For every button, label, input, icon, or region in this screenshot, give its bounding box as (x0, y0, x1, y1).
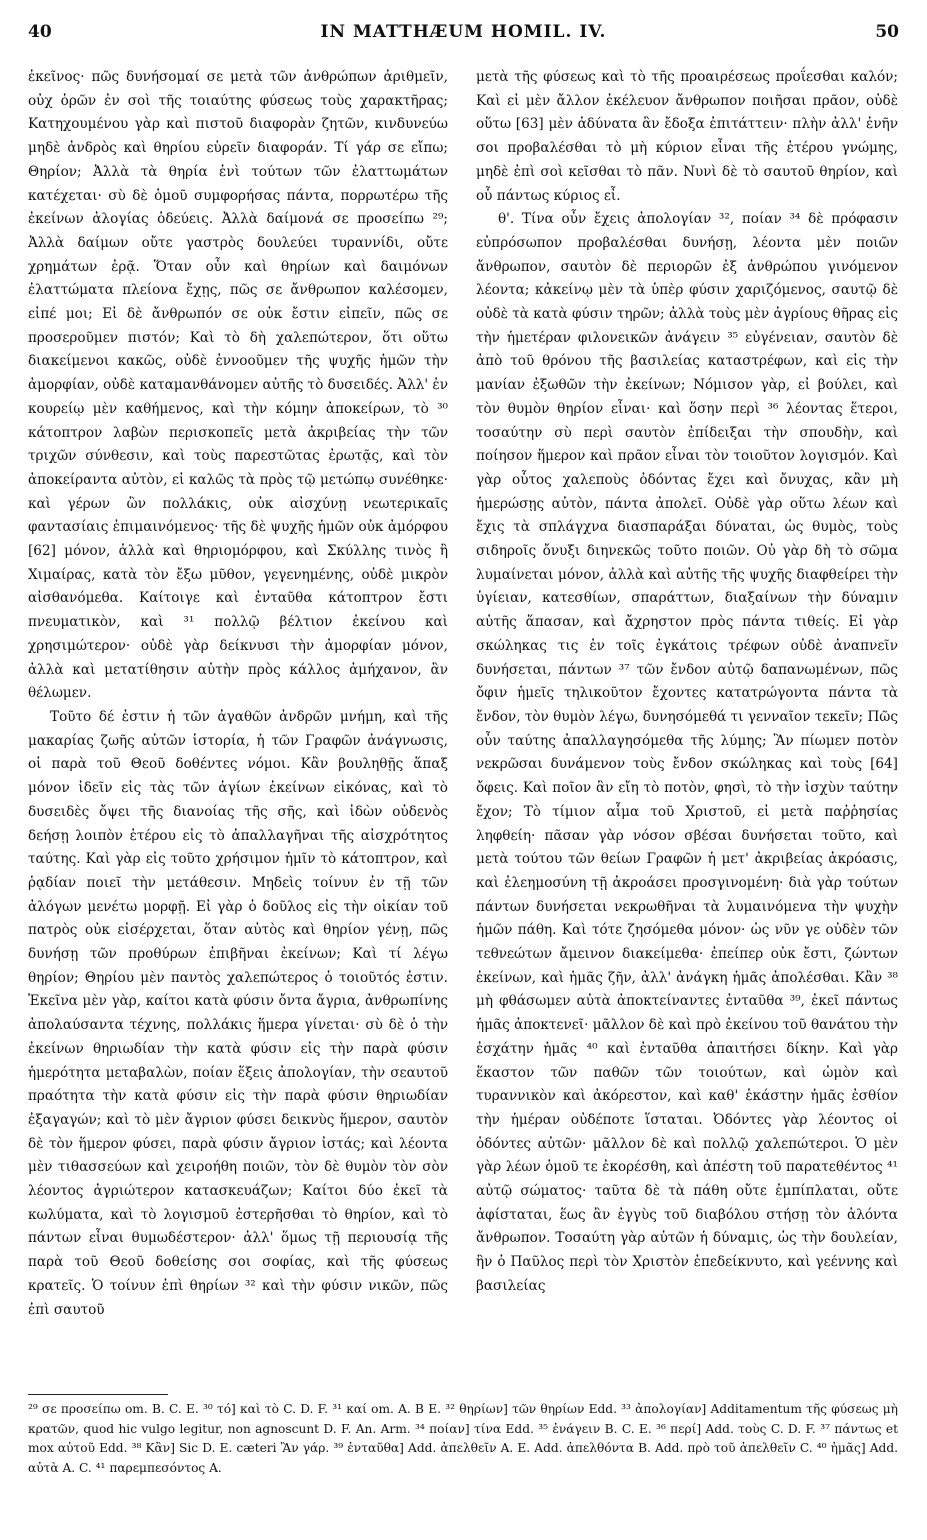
page-number-right: 50 (875, 22, 899, 42)
left-column (28, 66, 448, 1388)
paragraph: θ'. Τίνα οὖν ἔχεις ἀπολογίαν ³², ποίαν ³⁴ δὲ πρόφασιν εὐπρόσωπον προβαλέσθαι δυνήσῃ, λέοντα μὲν ποιῶν ἄνθρωπον, σαυτὸν δὲ περιορῶν ἐξ ἀνθρώπου γινόμενον λέοντα; κἀκείνῳ μὲν τὰ ὑπὲρ φύσιν χαριζόμενος, σαυτῷ δὲ οὐδὲ τὰ κατὰ φύσιν τηρῶν; ἀλλὰ τοὺς μὲν ἀγρίους θῆρας εἰς τὴν ἡμετέραν φιλονεικῶν ἀνάγειν ³⁵ εὐγένειαν, σαυτὸν δὲ ἀπὸ τοῦ θρόνου τῆς βασιλείας καταστρέφων, καὶ εἰς τὴν μανίαν ἐξωθῶν τὴν ἐκείνων; Νόμισον γὰρ, εἰ βούλει, καὶ τὸν θυμὸν θηρίον εἶναι· καὶ ὅσην περὶ ³⁶ λέοντας ἕτεροι, τοσαύτην σὺ περὶ σαυτὸν ἐπίδειξαι τὴν σπουδὴν, καὶ ποίησον ἥμερον καὶ πρᾶον εἶναι τὸν τοιοῦτον λογισμόν. Καὶ γὰρ οὗτος χαλεποὺς ὀδόντας ἔχει καὶ ὄνυχας, κἂν μὴ ἡμερώσῃς αὐτὸν, πάντα ἀπολεῖ. Οὐδὲ γὰρ οὕτω λέων καὶ ἔχις τὰ σπλάγχνα διασπαράξαι δύναται, ὡς θυμὸς, τοὺς σιδηροῖς ὄνυξι διηνεκῶς τοῦτο ποιῶν. Οὐ γὰρ δὴ τὸ σῶμα λυμαίνεται μόνον, ἀλλὰ καὶ αὐτῆς τῆς ψυχῆς διαφθείρει τὴν ὑγίειαν, κατεσθίων, σπαράττων, διαξαίνων τὴν δύναμιν αὐτῆς ἅπασαν, καὶ ἄχρηστον πρὸς πάντα τιθείς. Εἰ γὰρ σκώληκας τις ἐν τοῖς ἐγκάτοις τρέφων οὐδὲ ἀναπνεῖν δυνήσεται, πάντων ³⁷ τῶν ἔνδον αὐτῷ δαπανωμένων, πῶς ὄφιν ἡμεῖς τηλικοῦτον ἔχοντες κατατρώγοντα πάντα τὰ ἔνδον, τὸν θυμὸν λέγω, δυνησόμεθά τι γενναῖον τεκεῖν; Πῶς οὖν ταύτης ἀπαλλαγησόμεθα τῆς λύμης; Ἂν πίωμεν ποτὸν νεκρῶσαι δυνάμενον τοὺς ἔνδον σκώληκας καὶ τοὺς [64] ὄφεις. Καὶ ποῖον ἂν εἴη τὸ ποτὸν, φησὶ, τὸ τὴν ἰσχὺν ταύτην ἔχον; Τὸ τίμιον αἷμα τοῦ Χριστοῦ, εἰ μετὰ παῤῥησίας ληφθείη· πᾶσαν γὰρ νόσον σβέσαι δυνήσεται τοῦτο, καὶ μετὰ τούτου τῶν θείων Γραφῶν ἡ μετ' ἀκριβείας ἀκρόασις, καὶ ἐλεημοσύνη τῇ ἀκροάσει προσγινομένη· διὰ γὰρ τούτων πάντων δυνήσεται νεκρωθῆναι τὰ λυμαινόμενα τὴν ψυχὴν ἡμῶν πάθη. Καὶ τότε ζησόμεθα μόνον· ὡς νῦν γε οὐδὲν τῶν τεθνεώτων ἄμεινον διακείμεθα· ἐπείπερ οὐκ ἔστι, ζώντων ἐκείνων, καὶ ἡμᾶς ζῆν, ἀλλ' ἀνάγκη ἡμᾶς ἀπολέσθαι. Κἂν ³⁸ μὴ φθάσωμεν αὐτὰ ἀποκτείναντες ἐνταῦθα ³⁹, ἐκεῖ πάντως ἡμᾶς ἀποκτενεῖ· μᾶλλον δὲ καὶ πρὸ ἐκείνου τοῦ θανάτου τὴν ἐσχάτην ἡμᾶς ⁴⁰ καὶ ἐνταῦθα ἀπαιτήσει δίκην. Καὶ γὰρ ἕκαστον τῶν παθῶν τῶν τοιούτων, καὶ ὠμὸν καὶ τυραννικὸν καὶ ἀκόρεστον, καὶ καθ' ἑκάστην ἡμᾶς ἐσθίον τὴν ἡμέραν οὐδέποτε ἵσταται. Ὀδόντες γὰρ λέοντος οἱ ὀδόντες αὐτῶν· μᾶλλον δὲ καὶ πολλῷ χαλεπώτεροι. Ὁ μὲν γὰρ λέων ὁμοῦ τε ἐκορέσθη, καὶ ἀπέστη τοῦ παρατεθέντος ⁴¹ αὐτῷ σώματος· ταῦτα δὲ τὰ πάθη οὔτε ἐμπίπλαται, οὔτε ἀφίσταται, ἕως ἂν ἐγγὺς τοῦ διαβόλου στήσῃ τὸν ἁλόντα ἄνθρωπον. Τοσαύτη γὰρ αὐτῶν ἡ δύναμις, ὡς τὴν δουλείαν, ἣν ὁ Παῦλος περὶ τὸν Χριστὸν ἐπεδείκνυτο, καὶ γεέννης καὶ βασιλείας (476, 211, 898, 1294)
paragraph: Τοῦτο δέ ἐστιν ἡ τῶν ἀγαθῶν ἀνδρῶν μνήμη, καὶ τῆς μακαρίας ζωῆς αὐτῶν ἱστορία, ἡ τῶν Γραφῶν ἀνάγνωσις, οἱ παρὰ τοῦ Θεοῦ δοθέντες νόμοι. Κἂν βουληθῇς ἅπαξ μόνον ἰδεῖν εἰς τὰς τῶν ἁγίων ἐκείνων εἰκόνας, καὶ τὸ δυσειδὲς ὄψει τῆς διανοίας τῆς σῆς, καὶ ἰδὼν οὐδενὸς δεήσῃ λοιπὸν ἑτέρου εἰς τὸ ἀπαλλαγῆναι τῆς αἰσχρότητος ταύτης. Καὶ γὰρ εἰς τοῦτο χρήσιμον ἡμῖν τὸ κάτοπτρον, καὶ ῥᾳδίαν ποιεῖ τὴν μετάθεσιν. Μηδεὶς τοίνυν ἐν τῇ τῶν ἀλόγων μενέτω μορφῇ. Εἰ γὰρ ὁ δοῦλος εἰς τὴν οἰκίαν τοῦ πατρὸς οὐκ εἰσέρχεται, ὅταν αὐτὸς καὶ θηρίον γένῃ, πῶς δυνήσῃ τῶν προθύρων ἐπιβῆναι ἐκείνων; Καὶ τί λέγω θηρίον; Θηρίου μὲν παντὸς χαλεπώτερος ὁ τοιοῦτός ἐστιν. Ἐκεῖνα μὲν γὰρ, καίτοι κατὰ φύσιν ὄντα ἄγρια, ἀνθρωπίνης ἀπολαύσαντα τέχνης, πολλάκις ἥμερα γίνεται· σὺ δὲ ὁ τὴν ἐκείνων θηριωδίαν τὴν κατὰ φύσιν εἰς τὴν παρὰ φύσιν ἡμερότητα μεταβαλὼν, ποίαν ἕξεις ἀπολογίαν, τὴν σεαυτοῦ πραότητα τὴν κατὰ φύσιν εἰς τὴν παρὰ φύσιν θηριωδίαν ἐξαγαγών; καὶ τὸ μὲν ἄγριον φύσει δεικνὺς ἥμερον, σαυτὸν δὲ τὸν ἥμερον φύσει, παρὰ φύσιν ἄγριον ἰστάς; καὶ λέοντα μὲν τιθασσεύων καὶ χειροήθη ποιῶν, τὸν δὲ θυμὸν τὸν σὸν λέοντος ἀγριώτερον κατασκευάζων; Καίτοι δύο ἐκεῖ τὰ κωλύματα, καὶ τὸ λογισμοῦ ἐστερῆσθαι τὸ θηρίον, καὶ τὸ πάντων εἶναι θυμωδέστερον· ἀλλ' ὅμως τῇ περιουσίᾳ τῆς παρὰ τοῦ Θεοῦ δοθείσης σοι σοφίας, καὶ τῆς φύσεως κρατεῖς. Ὁ τοίνυν ἐπὶ θηρίων ³² καὶ τὴν φύσιν νικῶν, πῶς ἐπὶ σαυτοῦ (28, 708, 448, 1318)
paragraph: μετὰ τῆς φύσεως καὶ τὸ τῆς προαιρέσεως προΐεσθαι καλόν; Καὶ εἰ μὲν ἄλλον ἐκέλευον ἄνθρωπον ποιῆσαι πρᾶον, οὐδὲ οὕτω [63] μὲν ἀδύνατα ἂν ἔδοξα ἐπιτάττειν· πλὴν ἀλλ' ἐνῆν σοι προβαλέσθαι τὸ μὴ κύριον εἶναι τῆς ἑτέρου γνώμης, μηδὲ ἐπὶ σοὶ κεῖσθαι τὸ πᾶν. Νυνὶ δὲ τὸ σαυτοῦ θηρίον, καὶ οὗ πάντως κύριος εἶ. (476, 69, 898, 204)
right-column (476, 66, 898, 1388)
running-header (28, 22, 899, 52)
footnote-rule (28, 1394, 168, 1395)
footnote-text: ²⁹ σε προσείπω om. B. C. E. ³⁰ τό] καὶ τὸ C. D. F. ³¹ καί om. A. B E. ³² θηρίων] τῶν θηρίων Edd. ³³ ἀπολογίαν] Additamentum τῆς φύσεως μὴ κρατῶν, quod hic vulgo legitur, non agnoscunt D. F. An. Arm. ³⁴ ποίαν] τίνα Edd. ³⁵ ἐνάγειν B. C. E. ³⁶ περί] Add. τοὺς C. D. F. ³⁷ πάντως et mox αὐτοῦ Edd. ³⁸ Κἂν] Sic D. E. cæteri Ἂν γάρ. ³⁹ ἐνταῦθα] Add. ἀπελθεῖν A. E. Add. ἀπελθόντα B. Add. πρὸ τοῦ ἀπελθεῖν C. ⁴⁰ ἡμᾶς] Add. αὐτὰ A. C. ⁴¹ παρεμπεσόντος A. (28, 1402, 898, 1475)
paragraph: ἐκεῖνος· πῶς δυνήσομαί σε μετὰ τῶν ἀνθρώπων ἀριθμεῖν, οὐχ ὁρῶν ἐν σοὶ τῆς τοιαύτης φύσεως τοὺς χαρακτῆρας; Κατηχουμένου γὰρ καὶ πιστοῦ διαφορὰν ζητῶν, κινδυνεύω μηδὲ ἀνδρὸς καὶ θηρίου εὑρεῖν διαφοράν. Τί γάρ σε εἴπω; Θηρίον; Ἀλλὰ τὰ θηρία ἑνὶ τούτων τῶν ἐλαττωμάτων κατέχεται· σὺ δὲ ὁμοῦ συμφορήσας πάντα, πορρωτέρω τῆς ἐκείνων ἀλογίας ὁδεύεις. Ἀλλὰ δαίμονά σε προσείπω ²⁹; Ἀλλὰ δαίμων οὔτε γαστρὸς δουλεύει τυραννίδι, οὔτε χρημάτων ἐρᾷ. Ὅταν οὖν καὶ θηρίων καὶ δαιμόνων ἐλαττώματα πλείονα ἔχῃς, πῶς σε ἄνθρωπον καλέσομεν, εἰπέ μοι; Εἰ δὲ ἄνθρωπόν σε οὐκ ἔστιν εἰπεῖν, πῶς σε προσεροῦμεν πιστόν; Καὶ τὸ δὴ χαλεπώτερον, ὅτι οὕτω διακείμενοι κακῶς, οὐδὲ ἐννοοῦμεν τῆς ψυχῆς ἡμῶν τὴν ἀμορφίαν, οὐδὲ καταμανθάνομεν αὐτῆς τὸ δυσειδές. Ἀλλ' ἐν κουρείῳ μὲν καθήμενος, καὶ τὴν κόμην ἀποκείρων, τὸ ³⁰ κάτοπτρον λαβὼν περισκοπεῖς μετὰ ἀκριβείας τὴν τῶν τριχῶν σύνθεσιν, καὶ τοὺς παρεστῶτας ἐρωτᾷς, καὶ τὸν ἀποκείραντα αὐτὸν, εἰ καλῶς τὰ πρὸς τῷ μετώπῳ συνέθηκε· καὶ γέρων ὢν πολλάκις, οὐκ αἰσχύνῃ νεωτερικαῖς φαντασίαις ἐπιμαινόμενος· τῆς δὲ ψυχῆς ἡμῶν οὐκ ἀμόρφου [62] μόνον, ἀλλὰ καὶ θηριομόρφου, καὶ Σκύλλης τινὸς ἢ Χιμαίρας, κατὰ τὸν ἔξω μῦθον, γεγενημένης, οὐδὲ μικρὸν αἰσθανόμεθα. Καίτοιγε καὶ ἐνταῦθα κάτοπτρον ἔστι πνευματικὸν, καὶ ³¹ πολλῷ βέλτιον ἐκείνου καὶ χρησιμώτερον· οὐδὲ γὰρ δείκνυσι τὴν ἀμορφίαν μόνον, ἀλλὰ καὶ μετατίθησιν αὐτὴν πρὸς κάλλος ἀμήχανον, ἂν θέλωμεν. (28, 69, 448, 702)
running-title: IN MATTHÆUM HOMIL. IV. (320, 22, 607, 42)
footnotes (28, 1400, 898, 1528)
page-number-left: 40 (28, 22, 52, 42)
